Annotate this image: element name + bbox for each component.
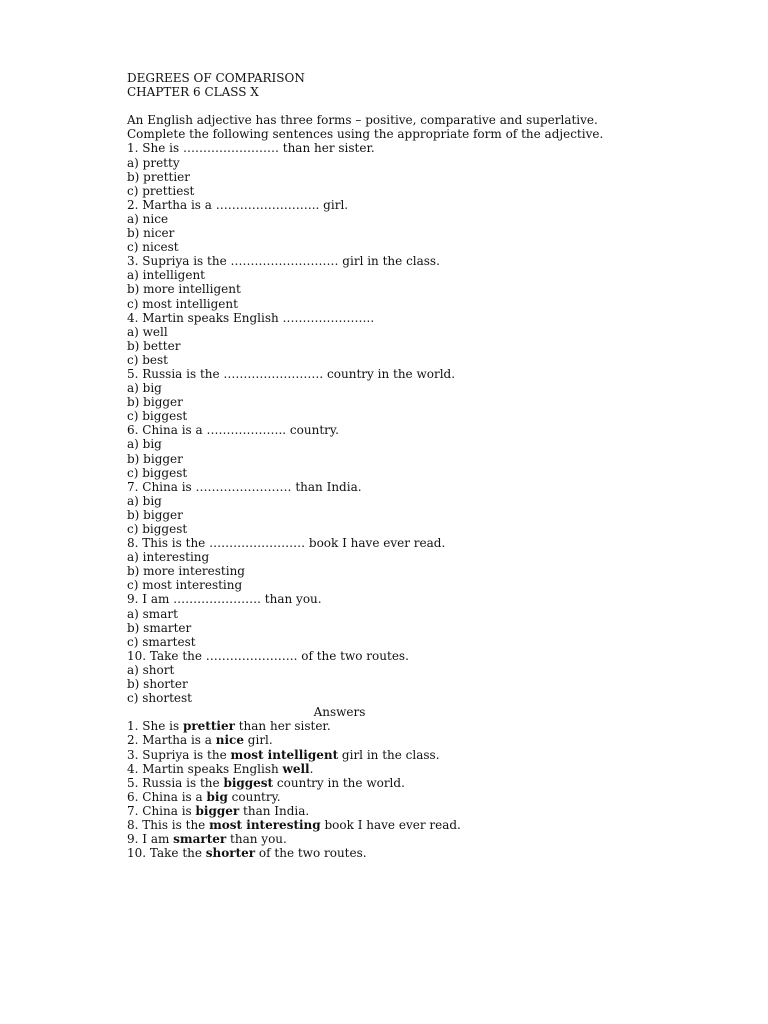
- answer-text: than you.: [226, 832, 287, 847]
- answer-text: girl.: [243, 733, 273, 748]
- answer-list: [127, 719, 647, 860]
- answer-text: book I have ever read.: [320, 817, 461, 832]
- answers-heading-text: Answers: [313, 705, 366, 720]
- answer-word: most interesting: [209, 817, 321, 832]
- answer-text: 1. She is: [127, 719, 183, 734]
- intro-line: Complete the following sentences using the appropriate form of the adjective.: [127, 127, 604, 142]
- answer-item: [127, 776, 647, 790]
- answer-text: 7. China is: [127, 803, 196, 818]
- answer-text: 2. Martha is a: [127, 733, 216, 748]
- answer-item: [127, 846, 647, 860]
- question-option: c) best: [127, 352, 168, 367]
- answer-item: [127, 790, 647, 804]
- question-prompt: 3. Supriya is the ……………………… girl in the class.: [127, 254, 440, 269]
- answer-word: biggest: [223, 775, 274, 790]
- question-option: a) big: [127, 381, 162, 396]
- answer-text: 9. I am: [127, 832, 174, 847]
- question-option: c) nicest: [127, 240, 179, 255]
- question-prompt: 10. Take the ………………….. of the two routes.: [127, 648, 409, 663]
- question-option: b) more intelligent: [127, 282, 241, 297]
- document-title: DEGREES OF COMPARISON: [127, 71, 305, 85]
- question-prompt: 9. I am …………………. than you.: [127, 592, 322, 607]
- question-option: a) big: [127, 437, 162, 452]
- question-option: b) prettier: [127, 169, 191, 184]
- answer-word: smarter: [173, 832, 227, 847]
- answer-item: [127, 748, 647, 762]
- question-option: a) intelligent: [127, 268, 205, 283]
- question-option: a) short: [127, 662, 175, 677]
- intro-line: An English adjective has three forms – positive, comparative and superlative.: [127, 113, 598, 128]
- answer-word: prettier: [182, 719, 235, 734]
- question-option: c) biggest: [127, 409, 188, 424]
- question-option: b) nicer: [127, 226, 175, 241]
- question-option: c) prettiest: [127, 183, 195, 198]
- question-option: b) better: [127, 338, 181, 353]
- answer-word: bigger: [195, 803, 240, 818]
- answer-text: 5. Russia is the: [127, 775, 224, 790]
- answer-item: [127, 804, 647, 818]
- document-content: [127, 71, 647, 860]
- answer-text: than her sister.: [234, 719, 331, 734]
- question-option: a) well: [127, 324, 168, 339]
- question-prompt: 1. She is …………………… than her sister.: [127, 141, 375, 156]
- question-list: [127, 141, 647, 705]
- question-prompt: 6. China is a ……………….. country.: [127, 423, 339, 438]
- answer-text: 4. Martin speaks English: [127, 761, 283, 776]
- answer-text: 8. This is the: [127, 817, 210, 832]
- question-option: b) smarter: [127, 620, 192, 635]
- question-prompt: 4. Martin speaks English …………………..: [127, 310, 375, 325]
- answer-text: country.: [227, 789, 281, 804]
- answer-item: [127, 733, 647, 747]
- question-prompt: 8. This is the …………………… book I have ever read.: [127, 536, 446, 551]
- question-option: c) biggest: [127, 465, 188, 480]
- spacer: [127, 99, 647, 113]
- answer-text: than India.: [239, 803, 310, 818]
- question-option: b) bigger: [127, 451, 183, 466]
- question-option: b) bigger: [127, 507, 183, 522]
- answer-item: [127, 762, 647, 776]
- question-option: c) most intelligent: [127, 296, 238, 311]
- answer-text: 10. Take the: [127, 846, 206, 861]
- answer-word: most intelligent: [230, 747, 339, 762]
- answer-text: country in the world.: [273, 775, 405, 790]
- question-option: a) pretty: [127, 155, 180, 170]
- answers-heading: [0, 705, 552, 719]
- question-option: c) biggest: [127, 522, 188, 536]
- document-subtitle: CHAPTER 6 CLASS X: [127, 85, 259, 100]
- answer-item: [127, 818, 647, 832]
- question-option: a) nice: [127, 211, 169, 226]
- answer-word: nice: [215, 733, 244, 748]
- question-option: a) interesting: [127, 550, 210, 565]
- answer-word: big: [206, 789, 228, 804]
- question-option: b) bigger: [127, 395, 183, 410]
- answer-item: [127, 719, 647, 733]
- question-option: c) most interesting: [127, 578, 243, 593]
- answer-text: girl in the class.: [338, 747, 440, 762]
- question-option: a) smart: [127, 606, 178, 621]
- answer-text: of the two routes.: [255, 846, 367, 861]
- answer-text: .: [309, 761, 314, 776]
- question-prompt: 2. Martha is a …………………….. girl.: [127, 197, 349, 212]
- question-option: a) big: [127, 493, 162, 508]
- question-option: c) shortest: [127, 691, 192, 706]
- answer-text: 6. China is a: [127, 789, 207, 804]
- question-option: b) more interesting: [127, 564, 245, 579]
- question-prompt: 7. China is …………………… than India.: [127, 479, 362, 494]
- question-option: c) smartest: [127, 634, 196, 649]
- question-option: b) shorter: [127, 677, 188, 692]
- answer-word: shorter: [205, 846, 256, 861]
- question-prompt: 5. Russia is the ……………………. country in the world.: [127, 366, 456, 381]
- answer-item: [127, 832, 647, 846]
- answer-word: well: [282, 761, 310, 776]
- answer-text: 3. Supriya is the: [127, 747, 231, 762]
